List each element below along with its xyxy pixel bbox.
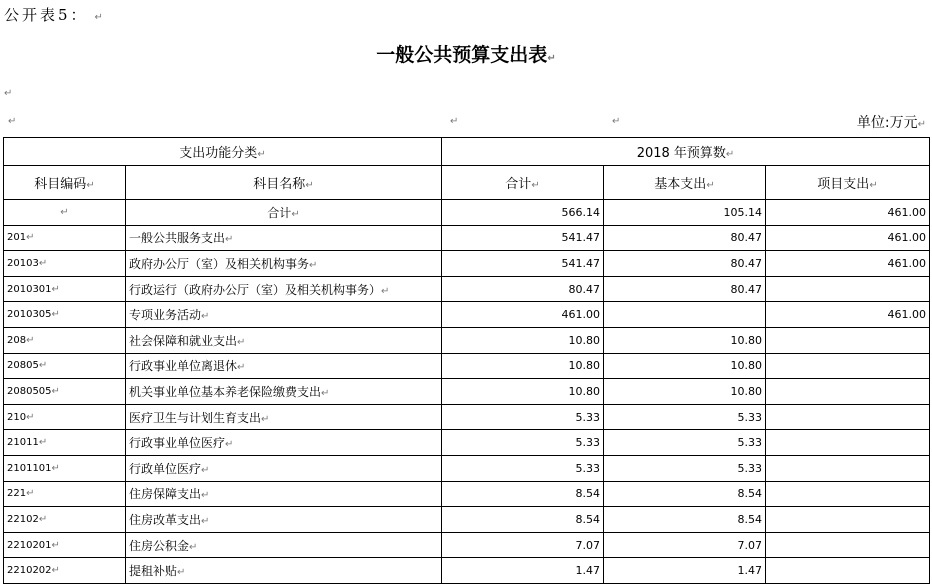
table-row <box>4 302 930 328</box>
paragraph-mark: ↵ <box>706 180 715 191</box>
cell-basic <box>604 507 766 533</box>
cell-name <box>126 430 442 456</box>
cell-name-text: 住房保障支出 <box>129 487 202 502</box>
paragraph-mark: ↵ <box>51 462 60 474</box>
cell-total <box>442 379 604 405</box>
paragraph-mark: ↵ <box>547 53 556 64</box>
cell-name-text: 专项业务活动 <box>129 308 202 323</box>
cell-code-text: 21011 <box>7 437 39 449</box>
cell-project-text: 461.00 <box>887 256 926 270</box>
cell-name <box>126 200 442 226</box>
cell-name-text: 住房公积金 <box>129 538 190 553</box>
paragraph-mark: ↵ <box>225 234 234 246</box>
cell-basic <box>604 532 766 558</box>
budget-table <box>3 137 930 584</box>
cell-basic <box>604 353 766 379</box>
cell-total-text: 5.33 <box>575 410 600 424</box>
cell-basic-text: 10.80 <box>730 333 762 347</box>
paragraph-mark: ↵ <box>51 539 60 551</box>
cell-name <box>126 225 442 251</box>
cell-name <box>126 302 442 328</box>
cell-basic-text: 105.14 <box>723 205 762 219</box>
table-row <box>4 251 930 277</box>
cell-basic <box>604 327 766 353</box>
cell-basic <box>604 404 766 430</box>
table-row <box>4 353 930 379</box>
cell-project <box>766 404 930 430</box>
cell-basic <box>604 225 766 251</box>
cell-project <box>766 481 930 507</box>
cell-code-text: 20103 <box>7 257 39 269</box>
cell-code-text: 221 <box>7 488 27 500</box>
paragraph-mark: ↵ <box>26 232 35 244</box>
paragraph-mark: ↵ <box>917 119 926 130</box>
cell-total <box>442 404 604 430</box>
cell-basic <box>604 200 766 226</box>
cell-code <box>4 481 126 507</box>
table-number-text: 公开表5： <box>4 6 89 24</box>
header-row-group <box>4 138 930 166</box>
cell-basic-text: 10.80 <box>730 384 762 398</box>
paragraph-mark: ↵ <box>225 439 234 451</box>
cell-name <box>126 404 442 430</box>
cell-total <box>442 302 604 328</box>
cell-basic-text: 10.80 <box>730 359 762 373</box>
cell-total-text: 5.33 <box>575 461 600 475</box>
cell-total-text: 10.80 <box>568 333 600 347</box>
cell-name <box>126 251 442 277</box>
header-row-columns <box>4 166 930 200</box>
cell-project <box>766 455 930 481</box>
page-title-text: 一般公共预算支出表 <box>376 44 548 66</box>
cell-basic <box>604 276 766 302</box>
cell-basic <box>604 558 766 584</box>
cell-name-text: 行政事业单位医疗 <box>129 436 226 451</box>
paragraph-mark: ↵ <box>612 116 621 127</box>
cell-total-text: 541.47 <box>561 231 600 245</box>
cell-name-text: 一般公共服务支出 <box>129 231 226 246</box>
cell-code-text: 2080505 <box>7 385 52 397</box>
cell-total-text: 8.54 <box>575 487 600 501</box>
paragraph-mark: ↵ <box>8 116 17 127</box>
cell-code <box>4 532 126 558</box>
cell-total <box>442 481 604 507</box>
cell-code-text: 2210202 <box>7 565 52 577</box>
paragraph-mark: ↵ <box>38 257 48 269</box>
cell-name-text: 提租补贴 <box>129 564 178 579</box>
table-row <box>4 507 930 533</box>
table-row <box>4 481 930 507</box>
cell-name-text: 行政单位医疗 <box>129 461 202 476</box>
cell-name-text: 社会保障和就业支出 <box>129 333 238 348</box>
cell-project-text: 461.00 <box>887 205 926 219</box>
cell-total <box>442 455 604 481</box>
cell-code <box>4 404 126 430</box>
paragraph-mark: ↵ <box>201 490 210 502</box>
paragraph-mark: ↵ <box>381 285 390 297</box>
table-row <box>4 404 930 430</box>
cell-code <box>4 430 126 456</box>
paragraph-mark: ↵ <box>309 259 318 271</box>
cell-total <box>442 532 604 558</box>
cell-basic-text: 5.33 <box>737 436 762 450</box>
cell-code-text: 2010305 <box>7 309 52 321</box>
unit-label <box>857 112 926 132</box>
header-project: 项目支出↵ <box>766 166 930 200</box>
cell-basic <box>604 455 766 481</box>
table-row <box>4 430 930 456</box>
cell-project <box>766 430 930 456</box>
paragraph-mark: ↵ <box>261 413 270 425</box>
paragraph-mark: ↵ <box>26 334 35 346</box>
cell-code-text: 2010301 <box>7 283 52 295</box>
paragraph-mark: ↵ <box>291 208 300 220</box>
cell-basic <box>604 430 766 456</box>
cell-basic-text: 80.47 <box>730 256 762 270</box>
cell-total-text: 566.14 <box>561 205 600 219</box>
cell-basic-text: 8.54 <box>737 512 762 526</box>
page-title <box>0 40 932 67</box>
header-name: 科目名称↵ <box>126 166 442 200</box>
table-row <box>4 225 930 251</box>
cell-name <box>126 507 442 533</box>
cell-total <box>442 353 604 379</box>
cell-basic-text: 1.47 <box>737 564 762 578</box>
cell-project <box>766 200 930 226</box>
cell-code <box>4 455 126 481</box>
paragraph-mark: ↵ <box>60 206 69 218</box>
cell-name-text: 机关事业单位基本养老保险缴费支出 <box>129 384 322 399</box>
cell-code <box>4 302 126 328</box>
cell-name-text: 医疗卫生与计划生育支出 <box>129 410 262 425</box>
paragraph-mark: ↵ <box>201 311 210 323</box>
paragraph-mark: ↵ <box>51 309 60 321</box>
paragraph-mark: ↵ <box>201 464 210 476</box>
paragraph-mark: ↵ <box>26 411 35 423</box>
cell-total <box>442 225 604 251</box>
cell-basic-text: 80.47 <box>730 231 762 245</box>
paragraph-mark: ↵ <box>4 88 13 99</box>
cell-project <box>766 251 930 277</box>
cell-total-text: 5.33 <box>575 436 600 450</box>
cell-total <box>442 200 604 226</box>
paragraph-mark: ↵ <box>305 180 314 191</box>
cell-total-text: 1.47 <box>575 564 600 578</box>
cell-name <box>126 379 442 405</box>
cell-project <box>766 225 930 251</box>
cell-name <box>126 532 442 558</box>
cell-total-text: 10.80 <box>568 359 600 373</box>
cell-project <box>766 353 930 379</box>
paragraph-mark: ↵ <box>51 283 60 295</box>
cell-total <box>442 558 604 584</box>
table-row <box>4 327 930 353</box>
cell-code-text: 201 <box>7 232 27 244</box>
cell-basic <box>604 302 766 328</box>
paragraph-mark: ↵ <box>94 12 103 23</box>
cell-code <box>4 379 126 405</box>
cell-code-text: 210 <box>7 411 27 423</box>
paragraph-mark: ↵ <box>26 488 35 500</box>
cell-basic-text: 8.54 <box>737 487 762 501</box>
unit-text: 单位:万元 <box>856 115 918 131</box>
paragraph-mark: ↵ <box>51 565 60 577</box>
cell-basic-text: 80.47 <box>730 282 762 296</box>
cell-total-text: 8.54 <box>575 512 600 526</box>
paragraph-mark: ↵ <box>189 541 198 553</box>
cell-name-text: 合计 <box>267 205 292 220</box>
cell-code <box>4 353 126 379</box>
cell-code <box>4 558 126 584</box>
cell-name <box>126 455 442 481</box>
cell-basic-text: 7.07 <box>737 538 762 552</box>
cell-name <box>126 353 442 379</box>
header-basic: 基本支出↵ <box>604 166 766 200</box>
cell-project <box>766 327 930 353</box>
cell-project <box>766 532 930 558</box>
cell-code-text: 22102 <box>7 513 39 525</box>
cell-project <box>766 507 930 533</box>
cell-project <box>766 276 930 302</box>
table-number-label <box>4 4 103 25</box>
cell-code-text: 208 <box>7 334 27 346</box>
cell-name <box>126 481 442 507</box>
table-row <box>4 200 930 226</box>
table-row <box>4 455 930 481</box>
cell-name-text: 行政事业单位离退休 <box>129 359 238 374</box>
cell-name <box>126 327 442 353</box>
table-row <box>4 276 930 302</box>
paragraph-mark: ↵ <box>237 362 246 374</box>
paragraph-mark: ↵ <box>725 149 735 160</box>
cell-code <box>4 200 126 226</box>
paragraph-mark: ↵ <box>450 116 459 127</box>
paragraph-mark: ↵ <box>38 437 48 449</box>
cell-basic <box>604 379 766 405</box>
cell-basic <box>604 251 766 277</box>
paragraph-mark: ↵ <box>38 513 48 525</box>
table-row <box>4 532 930 558</box>
cell-code <box>4 276 126 302</box>
cell-code <box>4 225 126 251</box>
header-total: 合计↵ <box>442 166 604 200</box>
cell-code <box>4 327 126 353</box>
cell-name-text: 行政运行（政府办公厅（室）及相关机构事务） <box>129 282 382 297</box>
paragraph-mark: ↵ <box>237 336 246 348</box>
cell-total-text: 10.80 <box>568 384 600 398</box>
table-row <box>4 558 930 584</box>
cell-name-text: 住房改革支出 <box>129 512 202 527</box>
cell-total-text: 7.07 <box>575 538 600 552</box>
header-code: 科目编码↵ <box>4 166 126 200</box>
cell-total <box>442 507 604 533</box>
table-row <box>4 379 930 405</box>
cell-name <box>126 276 442 302</box>
header-budget-group: 2018 年预算数↵ <box>442 138 930 166</box>
cell-project <box>766 379 930 405</box>
cell-total-text: 80.47 <box>568 282 600 296</box>
cell-total <box>442 430 604 456</box>
cell-basic-text: 5.33 <box>737 461 762 475</box>
cell-name <box>126 558 442 584</box>
paragraph-mark: ↵ <box>257 149 266 160</box>
header-functional-category: 支出功能分类↵ <box>4 138 442 166</box>
cell-basic-text: 5.33 <box>737 410 762 424</box>
cell-project <box>766 302 930 328</box>
cell-total <box>442 251 604 277</box>
cell-total-text: 541.47 <box>561 256 600 270</box>
paragraph-mark: ↵ <box>869 180 878 191</box>
paragraph-mark: ↵ <box>38 360 48 372</box>
paragraph-mark: ↵ <box>177 567 186 579</box>
paragraph-mark: ↵ <box>86 180 95 191</box>
cell-code <box>4 251 126 277</box>
paragraph-mark: ↵ <box>51 385 60 397</box>
cell-total-text: 461.00 <box>561 308 600 322</box>
paragraph-mark: ↵ <box>321 387 330 399</box>
cell-basic <box>604 481 766 507</box>
cell-project-text: 461.00 <box>887 231 926 245</box>
cell-total <box>442 276 604 302</box>
paragraph-mark: ↵ <box>531 180 540 191</box>
cell-total <box>442 327 604 353</box>
cell-code-text: 20805 <box>7 360 39 372</box>
cell-code-text: 2101101 <box>7 462 52 474</box>
cell-project-text: 461.00 <box>887 308 926 322</box>
cell-code <box>4 507 126 533</box>
cell-project <box>766 558 930 584</box>
cell-code-text: 2210201 <box>7 539 52 551</box>
cell-name-text: 政府办公厅（室）及相关机构事务 <box>129 256 310 271</box>
paragraph-mark: ↵ <box>201 515 210 527</box>
